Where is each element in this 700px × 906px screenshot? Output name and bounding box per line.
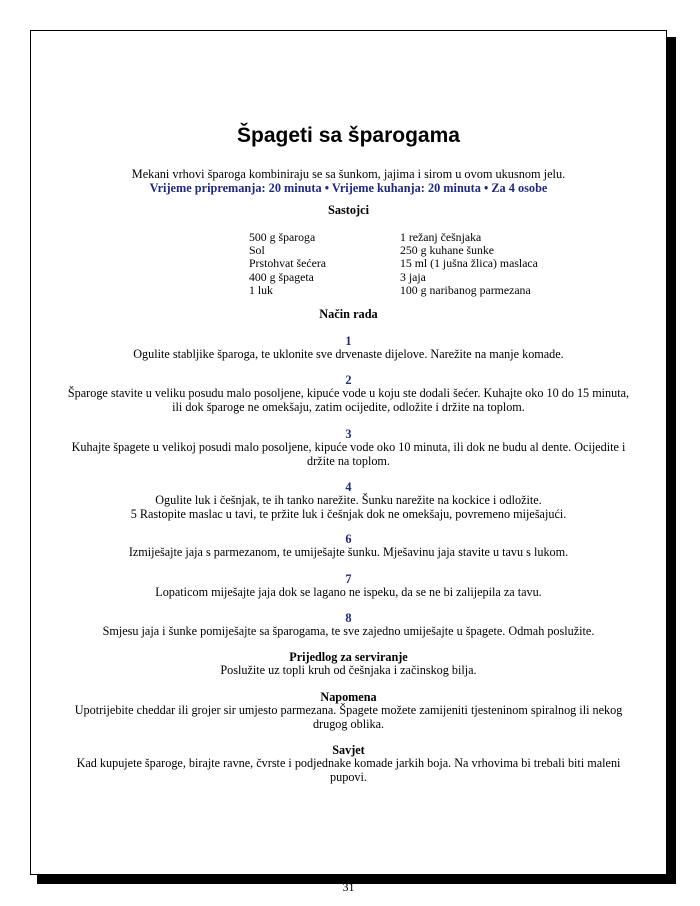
method-step [53, 532, 644, 560]
ingredient-item: 500 g šparoga [249, 230, 316, 244]
note-text: pupovi. [330, 769, 367, 784]
note-text: Kad kupujete šparoge, birajte ravne, čvrste i podjednake komade jarkih boja. Na vrhovima bi trebali biti maleni [76, 756, 621, 770]
ingredient-item: 3 jaja [400, 269, 426, 284]
step-text: Ogulite luk i češnjak, te ih tanko narežite. Šunku narežite na kockice i odložite. [155, 493, 542, 507]
ingredient-item: 1 režanj češnjaka [400, 230, 482, 244]
ingredient-item: 400 g špageta [249, 269, 314, 284]
method-heading: Način rada [319, 307, 378, 321]
note-text: drugog oblika. [312, 716, 385, 731]
page-number: 31 [342, 880, 355, 894]
recipe-intro: Mekani vrhovi šparoga kombiniraju se sa šunkom, jajima i sirom u ovom ukusnom jelu. [131, 167, 566, 181]
method-step [53, 427, 644, 468]
page-content [31, 31, 666, 894]
page-frame [30, 30, 667, 894]
step-number: 4 [345, 480, 352, 494]
step-number: 6 [345, 532, 352, 546]
ingredients-right-column [400, 231, 538, 297]
ingredients-heading: Sastojci [328, 203, 369, 217]
recipe-meta: Vrijeme pripremanja: 20 minuta • Vrijeme kuhanja: 20 minuta • Za 4 osobe [149, 181, 548, 195]
step-number: 7 [345, 572, 352, 586]
step-number: 8 [345, 611, 352, 625]
ingredient-item: 15 ml (1 jušna žlica) maslaca [400, 256, 538, 271]
step-number: 2 [345, 373, 352, 387]
note-heading: Prijedlog za serviranje [289, 650, 408, 664]
ingredient-item: Sol [249, 243, 265, 258]
step-text: Smjesu jaja i šunke pomiješajte sa šparogama, te sve zajedno umiješajte u špagete. Odmah poslužite. [102, 624, 595, 638]
method-step [53, 373, 644, 414]
ingredient-item: 1 luk [249, 282, 273, 297]
recipe-title: Špageti sa šparogama [237, 124, 460, 147]
method-step [53, 572, 644, 600]
note-heading: Napomena [320, 690, 377, 704]
ingredients-left-column [249, 231, 326, 297]
method-step [53, 480, 644, 521]
serving-suggestion [61, 650, 636, 678]
note-block [61, 690, 636, 731]
method-step [53, 611, 644, 639]
ingredient-item: 250 g kuhane šunke [400, 243, 495, 258]
ingredient-item: Prstohvat šećera [249, 256, 326, 271]
step-text: Lopaticom miješajte jaja dok se lagano ne ispeku, da se ne bi zalijepila za tavu. [155, 585, 542, 599]
step-text: 5 Rastopite maslac u tavi, te pržite luk i češnjak dok ne omekšaju, povremeno miješajući. [130, 506, 567, 521]
ingredient-item: 100 g naribanog parmezana [400, 282, 531, 297]
step-text: Kuhajte špagete u velikoj posudi malo posoljene, kipuće vode oko 10 minuta, ili dok ne budu al dente. Ocijedite i [71, 440, 626, 454]
step-number: 1 [345, 334, 352, 348]
tip-block [61, 743, 636, 784]
step-text: ili dok šparoge ne omekšaju, zatim ocijedite, odložite i držite na toplom. [172, 399, 525, 414]
step-text: Ogulite stabljike šparoga, te uklonite sve drvenaste dijelove. Narežite na manje komade. [133, 347, 564, 361]
note-heading: Savjet [332, 743, 365, 757]
step-text: Izmiješajte jaja s parmezanom, te umiješajte šunku. Mješavinu jaja stavite u tavu s lukom. [128, 545, 569, 559]
note-text: Poslužite uz topli kruh od češnjaka i začinskog bilja. [220, 663, 477, 677]
note-text: Upotrijebite cheddar ili grojer sir umjesto parmezana. Špagete možete zamijeniti tjesteninom spiralnog ili nekog [74, 703, 623, 717]
step-text: držite na toplom. [307, 453, 390, 468]
method-step [53, 334, 644, 362]
step-number: 3 [345, 427, 352, 441]
step-text: Šparoge stavite u veliku posudu malo posoljene, kipuće vode u koju ste dodali šećer. Kuhajte oko 10 do 15 minuta, [67, 386, 630, 400]
